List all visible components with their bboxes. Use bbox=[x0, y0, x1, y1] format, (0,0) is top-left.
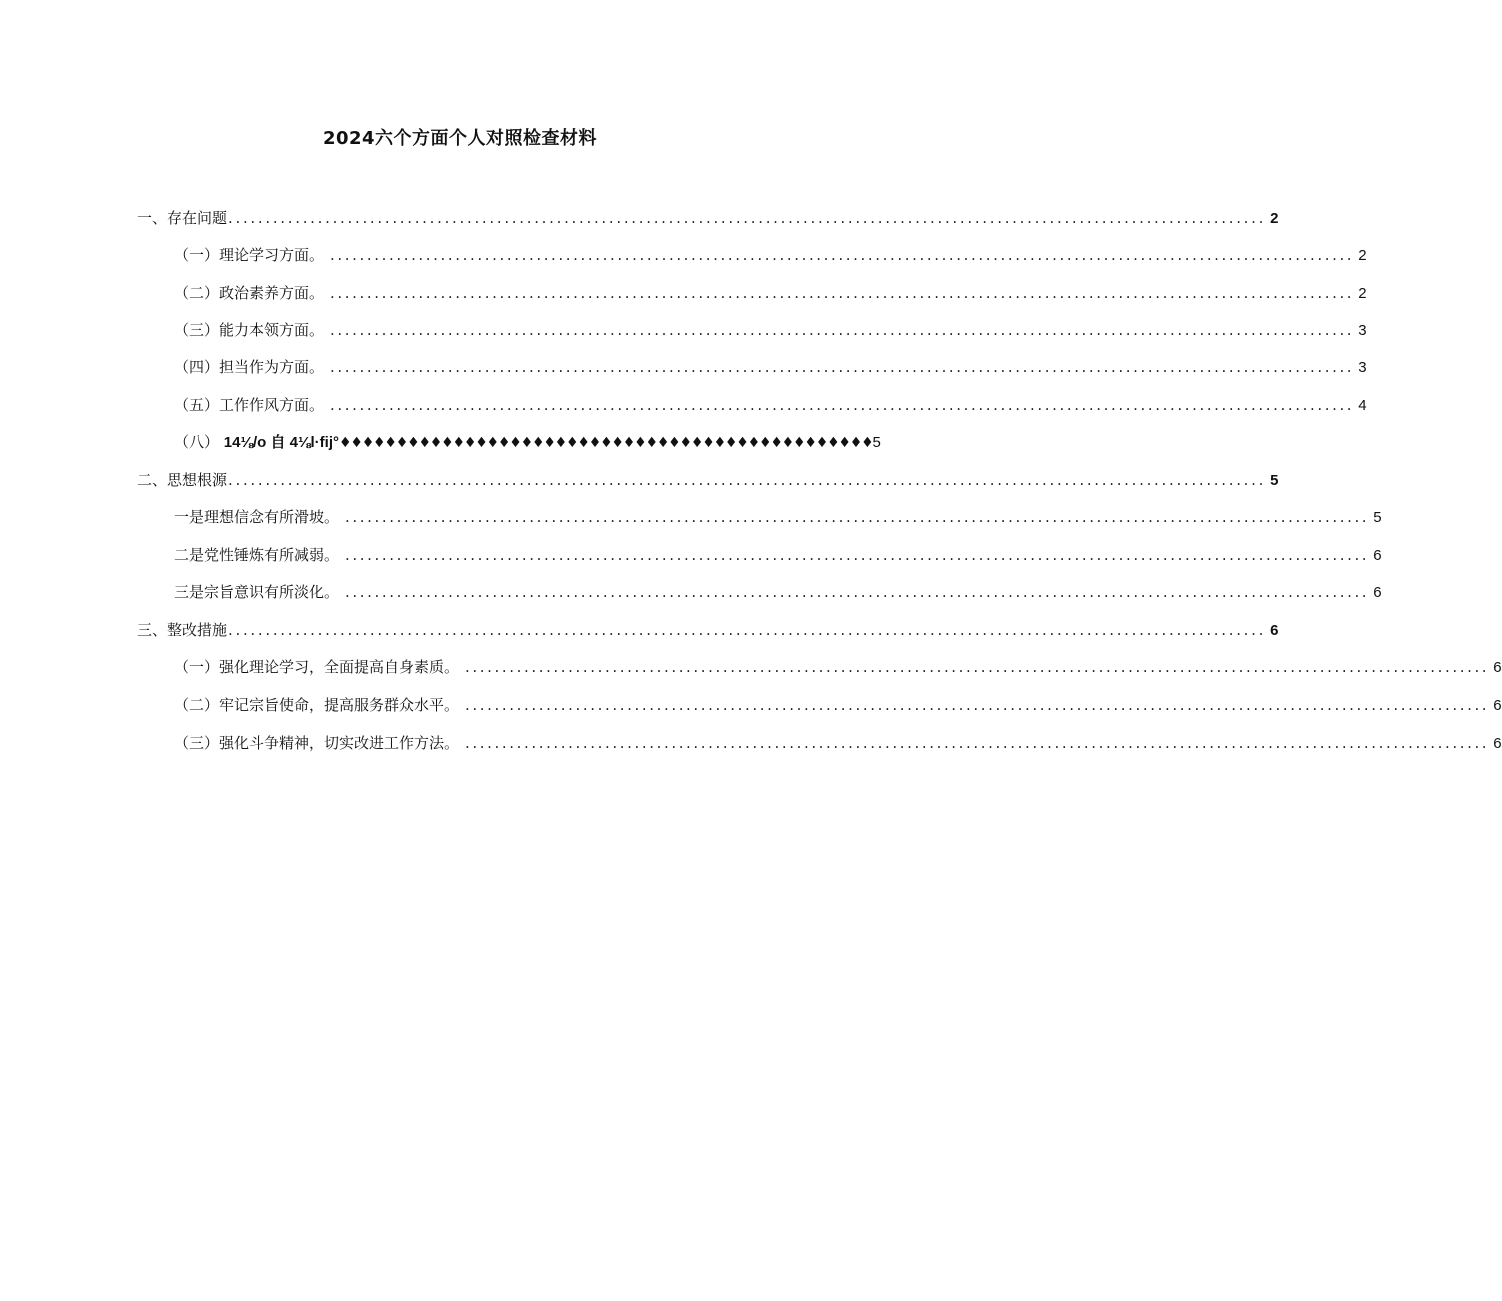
toc-entry[interactable] bbox=[137, 620, 1279, 641]
toc-entry[interactable] bbox=[137, 208, 1279, 229]
toc-leader-dots: ........................................................................................................................................... bbox=[228, 209, 1267, 227]
toc-page-number: 6 bbox=[1493, 697, 1502, 714]
toc-entry[interactable] bbox=[174, 582, 1382, 603]
toc-page-number: 6 bbox=[1373, 547, 1382, 564]
toc-entry-label: 三是宗旨意识有所淡化。 bbox=[174, 583, 340, 601]
toc-page-number: 3 bbox=[1358, 322, 1367, 339]
toc-entry[interactable] bbox=[137, 470, 1279, 491]
toc-page-number: 5 bbox=[1270, 472, 1279, 489]
toc-entry[interactable] bbox=[174, 245, 1367, 266]
toc-page-number: 6 bbox=[1493, 735, 1502, 752]
toc-entry-label bbox=[174, 432, 339, 453]
toc-leader-dots: ........................................................................................................................................... bbox=[330, 321, 1355, 339]
toc-page-number: 2 bbox=[1358, 247, 1367, 264]
toc-leader-dots: ........................................................................................................................................... bbox=[465, 658, 1490, 676]
toc-entry-label: 一是理想信念有所滑坡。 bbox=[174, 508, 340, 526]
toc-entry[interactable] bbox=[174, 283, 1367, 304]
toc-entry-label: （二）牢记宗旨使命，提高服务群众水平。 bbox=[174, 696, 460, 714]
toc-leader-dots: ........................................................................................................................................... bbox=[345, 583, 1370, 601]
toc-page-number: 4 bbox=[1358, 397, 1367, 414]
toc-entry[interactable] bbox=[174, 432, 881, 453]
toc-entry-garbled-text: 14⅛/o 自 4⅛l·fij° bbox=[223, 434, 339, 451]
toc-entry[interactable] bbox=[174, 395, 1367, 416]
toc-page-number: 6 bbox=[1493, 659, 1502, 676]
toc-leader-dots: ........................................................................................................................................... bbox=[465, 734, 1490, 752]
toc-entry-label: （三）能力本领方面。 bbox=[174, 321, 325, 339]
toc-entry[interactable] bbox=[174, 545, 1382, 566]
toc-leader-dots: ........................................................................................................................................... bbox=[330, 358, 1355, 376]
toc-entry-label: 一、存在问题 bbox=[137, 209, 228, 227]
toc-leader-dots: ........................................................................................................................................... bbox=[330, 246, 1355, 264]
toc-entry-label: 二、思想根源 bbox=[137, 471, 228, 489]
toc-page-number: 3 bbox=[1358, 359, 1367, 376]
toc-entry[interactable] bbox=[174, 357, 1367, 378]
toc-page-number: 5 bbox=[1373, 509, 1382, 526]
toc-entry-label: （四）担当作为方面。 bbox=[174, 358, 325, 376]
toc-entry[interactable] bbox=[174, 733, 1502, 754]
toc-entry-prefix: （八） bbox=[174, 433, 220, 451]
toc-leader-dots: ........................................................................................................................................... bbox=[228, 471, 1267, 489]
toc-entry-label: 二是党性锤炼有所减弱。 bbox=[174, 546, 340, 564]
toc-entry[interactable] bbox=[174, 657, 1502, 678]
toc-garbled-leader: ♦♦♦♦♦♦♦♦♦♦♦♦♦♦♦♦♦♦♦♦♦♦♦♦♦♦♦♦♦♦♦♦♦♦♦♦♦♦♦♦♦♦♦♦♦♦♦ bbox=[339, 435, 873, 451]
toc-entry[interactable] bbox=[174, 507, 1382, 528]
toc-entry-label: 三、整改措施 bbox=[137, 621, 228, 639]
toc-entry-label: （二）政治素养方面。 bbox=[174, 284, 325, 302]
toc-leader-dots: ........................................................................................................................................... bbox=[330, 284, 1355, 302]
toc-page-number: 2 bbox=[1270, 210, 1279, 227]
toc-leader-dots: ........................................................................................................................................... bbox=[330, 396, 1355, 414]
toc-entry[interactable] bbox=[174, 320, 1367, 341]
document-title: 2024六个方面个人对照检查材料 bbox=[322, 128, 598, 149]
toc-leader-dots: ........................................................................................................................................... bbox=[345, 546, 1370, 564]
toc-entry-label: （五）工作作风方面。 bbox=[174, 396, 325, 414]
toc-page-number: 6 bbox=[1373, 584, 1382, 601]
toc-leader-dots: ........................................................................................................................................... bbox=[465, 696, 1490, 714]
toc-page-number: 2 bbox=[1358, 285, 1367, 302]
toc-page-number: 5 bbox=[872, 434, 881, 451]
toc-leader-dots: ........................................................................................................................................... bbox=[228, 621, 1267, 639]
toc-leader-dots: ........................................................................................................................................... bbox=[345, 508, 1370, 526]
toc-entry[interactable] bbox=[174, 695, 1502, 716]
toc-entry-label: （一）强化理论学习，全面提高自身素质。 bbox=[174, 658, 460, 676]
toc-entry-label: （一）理论学习方面。 bbox=[174, 246, 325, 264]
toc-page-number: 6 bbox=[1270, 622, 1279, 639]
toc-entry-label: （三）强化斗争精神，切实改进工作方法。 bbox=[174, 734, 460, 752]
